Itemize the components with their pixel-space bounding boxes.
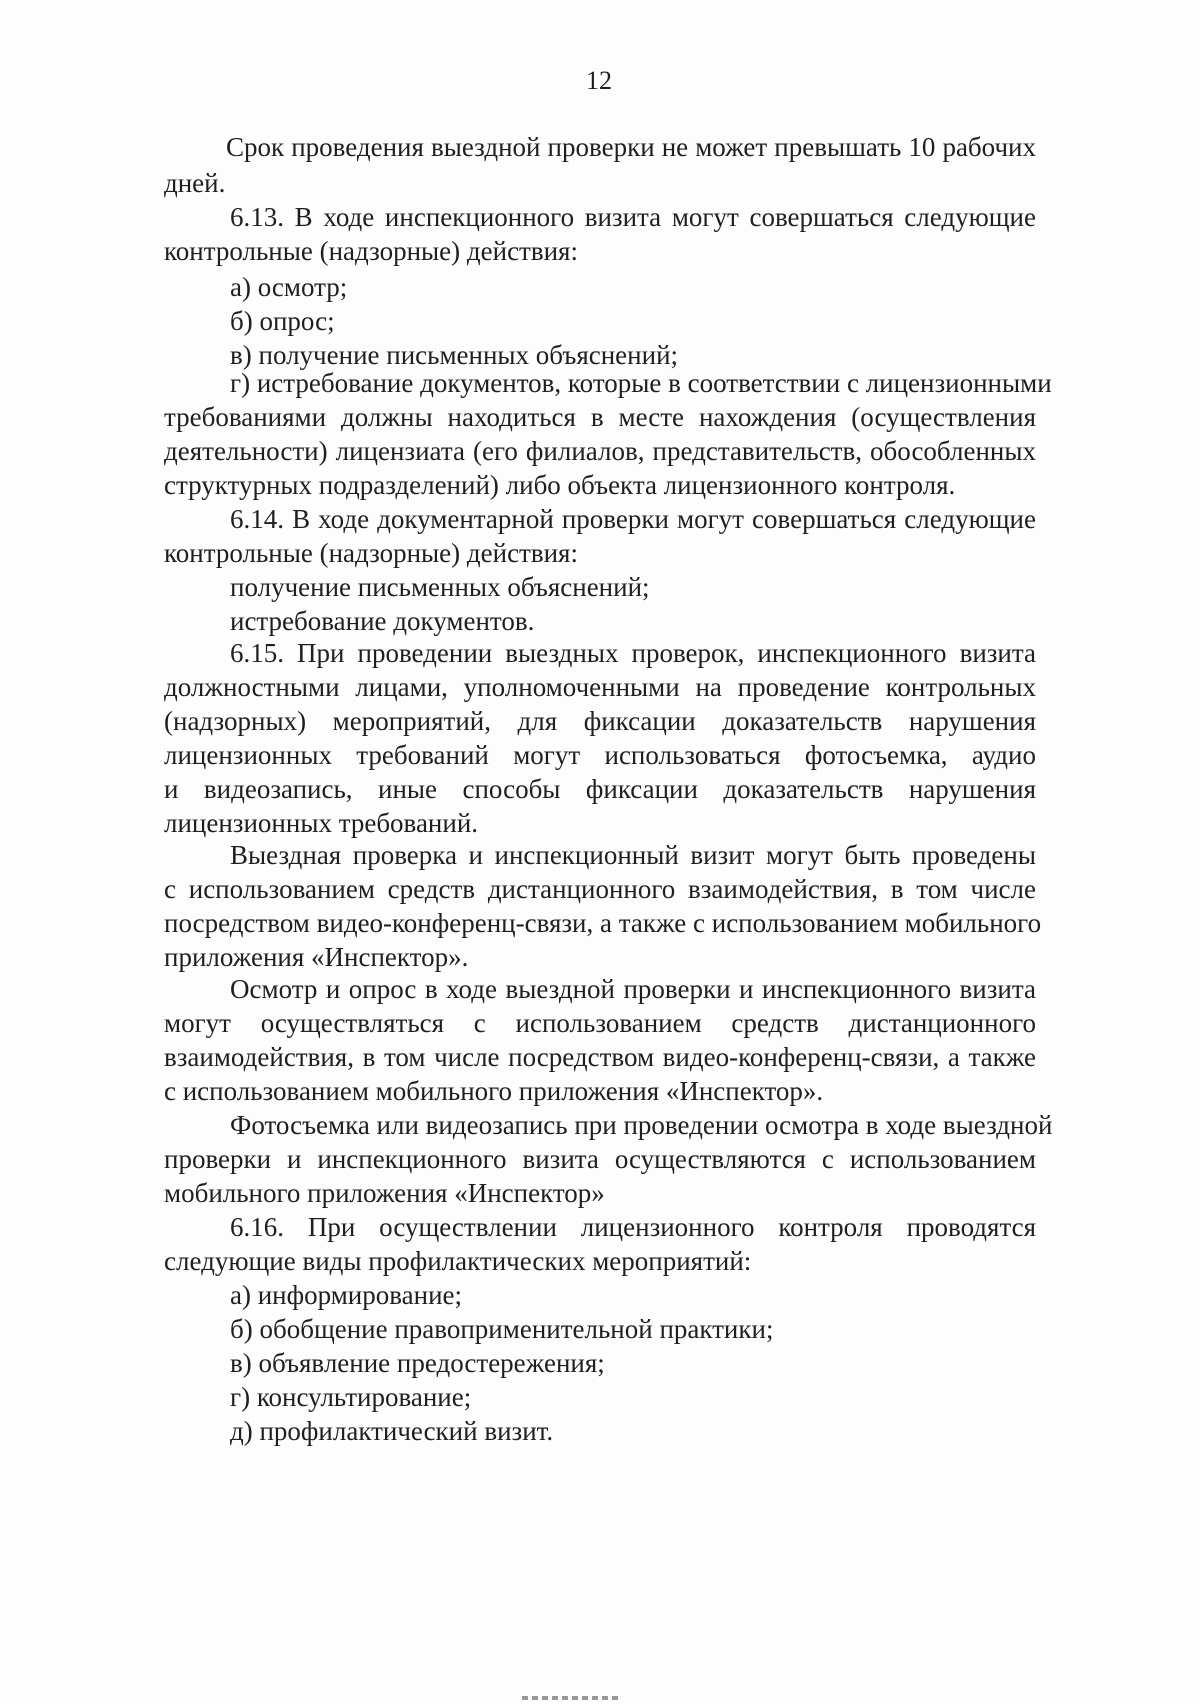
- text-line: 6.14. В ходе документарной проверки могут совершаться следующие: [230, 504, 1036, 534]
- text-line: (надзорных) мероприятий, для фиксации доказательств нарушения: [164, 706, 1036, 736]
- page-number: 12: [586, 66, 612, 95]
- text-line: Срок проведения выездной проверки не может превышать 10 рабочих: [226, 132, 1036, 162]
- text-line: деятельности) лицензиата (его филиалов, представительств, обособленных: [164, 436, 1036, 466]
- text-line: 6.13. В ходе инспекционного визита могут совершаться следующие: [230, 202, 1036, 232]
- text-line: лицензионных требований могут использоваться фотосъемка, аудио: [164, 740, 1036, 770]
- text-line: получение письменных объяснений;: [230, 572, 650, 602]
- text-line: г) консультирование;: [230, 1382, 472, 1412]
- text-line: б) опрос;: [230, 306, 335, 336]
- text-line: должностными лицами, уполномоченными на проведение контрольных: [164, 672, 1036, 702]
- text-line: с использованием средств дистанционного взаимодействия, в том числе: [164, 874, 1036, 904]
- text-line: 6.15. При проведении выездных проверок, инспекционного визита: [230, 638, 1036, 668]
- text-line: посредством видео-конференц-связи, а также с использованием мобильного: [164, 908, 1042, 938]
- text-line: и видеозапись, иные способы фиксации доказательств нарушения: [164, 774, 1036, 804]
- text-line: г) истребование документов, которые в соответствии с лицензионными: [230, 368, 1052, 398]
- text-line: дней.: [164, 168, 226, 198]
- text-line: взаимодействия, в том числе посредством видео-конференц-связи, а также: [164, 1042, 1036, 1072]
- text-line: структурных подразделений) либо объекта лицензионного контроля.: [164, 470, 956, 500]
- text-line: приложения «Инспектор».: [164, 942, 469, 972]
- text-line: лицензионных требований.: [164, 808, 479, 838]
- text-line: требованиями должны находиться в месте нахождения (осуществления: [164, 402, 1036, 432]
- text-line: а) информирование;: [230, 1280, 463, 1310]
- text-line: Фотосъемка или видеозапись при проведении осмотра в ходе выездной: [230, 1110, 1053, 1140]
- text-line: следующие виды профилактических мероприятий:: [164, 1246, 752, 1276]
- text-line: истребование документов.: [230, 606, 535, 636]
- text-line: 6.16. При осуществлении лицензионного контроля проводятся: [230, 1212, 1036, 1242]
- text-line: с использованием мобильного приложения «Инспектор».: [164, 1076, 824, 1106]
- text-line: Осмотр и опрос в ходе выездной проверки и инспекционного визита: [230, 974, 1036, 1004]
- text-line: контрольные (надзорные) действия:: [164, 236, 578, 266]
- text-line: в) объявление предостережения;: [230, 1348, 605, 1378]
- text-line: а) осмотр;: [230, 272, 348, 302]
- text-line: б) обобщение правоприменительной практики;: [230, 1314, 774, 1344]
- text-line: в) получение письменных объяснений;: [230, 340, 679, 370]
- scan-artifact: [522, 1696, 618, 1700]
- text-line: проверки и инспекционного визита осуществляются с использованием: [164, 1144, 1036, 1174]
- text-line: могут осуществляться с использованием средств дистанционного: [164, 1008, 1036, 1038]
- text-line: контрольные (надзорные) действия:: [164, 538, 578, 568]
- text-line: мобильного приложения «Инспектор»: [164, 1178, 605, 1208]
- text-line: Выездная проверка и инспекционный визит могут быть проведены: [230, 840, 1036, 870]
- text-line: д) профилактический визит.: [230, 1416, 554, 1446]
